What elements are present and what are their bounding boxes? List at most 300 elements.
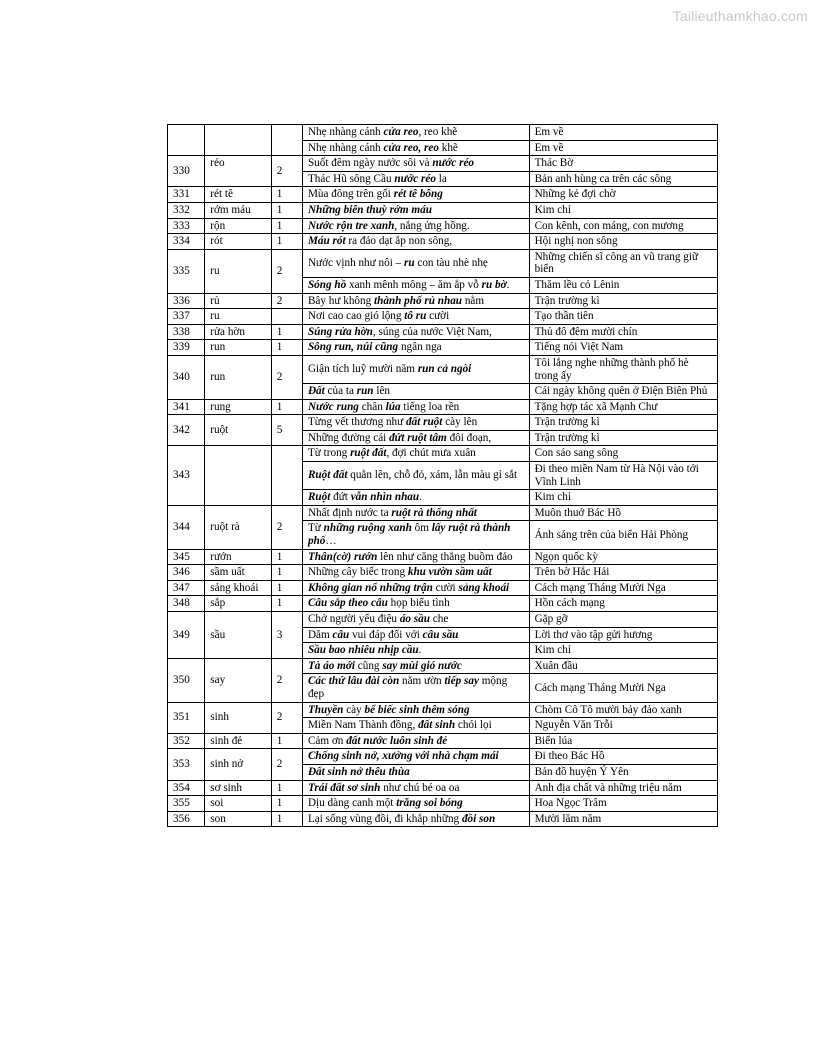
example-text: đôi đoạn, [446,431,492,444]
example-line [302,202,529,218]
example-text: … [325,535,337,548]
source-poem: Hoa Ngọc Trâm [529,796,717,812]
key-phrase: Sông run, núi cũng [307,341,399,354]
example-text: chói lọi [455,719,492,732]
entry-number: 351 [168,702,205,733]
example-text: cũng [354,659,383,672]
key-phrase: thành phố rủ nhau [374,294,463,307]
example-text: , đợi chút mưa xuân [386,447,476,460]
key-phrase: run cả ngòi [417,363,472,376]
entry-count: 2 [271,658,302,702]
entry-word: rướn [205,549,271,565]
word-table [167,124,718,827]
source-poem: Tạo thần tiên [529,309,717,325]
key-phrase: Ruột [307,491,331,504]
key-phrase: nước réo [394,172,436,185]
key-phrase: cửa reo, reo [383,141,439,154]
key-phrase: Nước rung [307,400,359,413]
key-phrase: Những biên thuỳ rớm máu [307,203,432,216]
source-poem: Trên bờ Hắc Hải [529,565,717,581]
entry-word: rủ [205,293,271,309]
entry-count: 2 [271,505,302,549]
table-row [168,780,718,796]
table-row [168,234,718,250]
entry-count: 1 [271,340,302,356]
entry-word: ru [205,249,271,293]
entry-number: 345 [168,549,205,565]
example-text: Nước vịnh như nôi – [307,257,404,270]
entry-count: 2 [271,749,302,780]
key-phrase: nước réo [432,157,475,170]
entry-count: 1 [271,234,302,250]
key-phrase: Trái đất sơ sinh [307,781,381,794]
source-poem: Kim chỉ [529,490,717,506]
table-row [168,811,718,827]
example-line [302,674,529,702]
example-text: con tàu nhè nhẹ [414,257,488,270]
source-poem: Đi theo miền Nam từ Hà Nội vào tới Vĩnh Linh [529,462,717,490]
source-poem: Em về [529,140,717,156]
entry-number: 339 [168,340,205,356]
source-poem: Biển lúa [529,733,717,749]
example-text: ngân nga [398,341,442,354]
source-poem: Gặp gỡ [529,612,717,628]
entry-number: 335 [168,249,205,293]
source-poem: Hồn cách mạng [529,596,717,612]
key-phrase: lấy ruột rà thành phố [307,522,511,548]
key-phrase: khu vườn sầm uất [407,566,492,579]
example-text: tiếng loa rền [400,400,460,413]
entry-word: sinh [205,702,271,733]
example-text: nằm [462,294,485,307]
entry-count: 2 [271,702,302,733]
example-line [302,811,529,827]
table-row [168,658,718,674]
entry-number: 343 [168,446,205,505]
entry-number: 356 [168,811,205,827]
example-text: Nhẹ nhàng cánh [307,126,384,138]
source-poem: Hội nghị non sông [529,234,717,250]
entry-word: son [205,811,271,827]
entry-count [271,309,302,325]
entry-count: 1 [271,596,302,612]
key-phrase: ru bờ [481,278,507,291]
entry-number: 337 [168,309,205,325]
source-poem: Kim chỉ [529,202,717,218]
key-phrase: Câu sắp theo câu [307,597,388,610]
entry-word: sinh nở [205,749,271,780]
example-line [302,549,529,565]
entry-word [205,125,271,156]
example-text: như chú bé oa oa [380,781,460,794]
example-line [302,384,529,400]
source-poem: Trận trường kì [529,293,717,309]
entry-count: 1 [271,549,302,565]
entry-count: 2 [271,293,302,309]
entry-number: 332 [168,202,205,218]
example-text: cày [343,703,365,716]
example-text: Từ trong [307,447,351,460]
key-phrase: Không gian nổ những trận [307,581,433,594]
key-phrase: đất ruột [406,416,443,429]
entry-word: réo [205,156,271,187]
example-text: Lại sống vùng đồi, đi khắp những [307,812,462,825]
example-text: lên như căng thẳng buồm đảo [377,550,513,563]
entry-word: say [205,658,271,702]
example-text: Giận tích luỹ mười năm [307,363,418,376]
example-text: quằn lên, chỗ đỏ, xám, lẫn màu gỉ sắt [347,469,518,482]
entry-number [168,125,205,156]
source-poem: Chòm Cô Tô mười bảy đảo xanh [529,702,717,718]
example-text: Miền Nam Thành đồng, [307,719,419,732]
source-poem: Tôi lắng nghe những thành phố hè trong ấy [529,355,717,383]
source-poem: Thăm lều cỏ Lênin [529,277,717,293]
example-text: , nắng ửng hồng. [394,219,470,232]
example-line [302,234,529,250]
example-text: che [429,613,449,625]
entry-count: 1 [271,796,302,812]
entry-word: sắp [205,596,271,612]
key-phrase: cửa reo [383,126,419,138]
entry-count: 1 [271,580,302,596]
key-phrase: Đất sinh nở thêu thùa [307,765,410,778]
example-text: cười [426,310,450,323]
example-text: Bây hư không [307,294,374,307]
entry-number: 336 [168,293,205,309]
table-row [168,565,718,581]
example-line [302,749,529,765]
example-text: khẽ [438,141,458,154]
entry-count: 2 [271,249,302,293]
key-phrase: câu [332,628,350,641]
source-poem: Thác Bờ [529,156,717,172]
entry-word: soi [205,796,271,812]
key-phrase: Thân(cờ) rướn [307,550,378,563]
example-line [302,565,529,581]
table-row [168,505,718,521]
entry-count: 1 [271,399,302,415]
table-row [168,580,718,596]
example-line [302,612,529,628]
table-row [168,749,718,765]
example-line [302,718,529,734]
entry-word: sảng khoái [205,580,271,596]
entry-word: rét tê [205,187,271,203]
example-text: lên [373,385,391,398]
key-phrase: đất nước luôn sinh đẻ [346,734,448,747]
entry-count: 1 [271,324,302,340]
source-poem: Nguyễn Văn Trỗi [529,718,717,734]
key-phrase: run [356,385,374,398]
source-poem: Trận trường kì [529,415,717,431]
example-line [302,643,529,659]
table-row [168,612,718,628]
entry-number: 341 [168,399,205,415]
example-text: xanh mênh mông – ăm ắp vỗ [346,278,482,291]
entry-number: 330 [168,156,205,187]
entry-count [271,125,302,156]
table-row [168,702,718,718]
table-row [168,324,718,340]
source-poem: Trận trường kì [529,430,717,446]
source-poem: Cách mạng Tháng Mười Nga [529,674,717,702]
watermark: Tailieuthamkhao.com [672,8,808,24]
key-phrase: say mùi gió nước [382,659,462,672]
example-line [302,125,529,141]
key-phrase: ru [404,257,415,270]
entry-count: 1 [271,733,302,749]
source-poem: Đi theo Bác Hồ [529,749,717,765]
table-row [168,202,718,218]
key-phrase: Nước rộn tre xanh [307,219,395,232]
key-phrase: sảng khoái [458,581,510,594]
example-text: Nhất định nước ta [307,506,392,519]
example-text: Dăm [307,628,333,641]
example-text: Những đường cái [307,431,390,444]
example-line [302,658,529,674]
example-text: , reo khẽ [418,126,458,138]
key-phrase: đứt ruột tâm [389,431,447,444]
entry-word: rung [205,399,271,415]
key-phrase: ruột rà thống nhất [391,506,477,519]
table-row [168,249,718,277]
key-phrase: Tà áo mới [307,659,355,672]
example-text: Từng vết thương như [307,416,407,429]
example-text: vui đáp đối với [349,628,423,641]
example-text: nằm ườn [399,675,445,688]
key-phrase: đồi son [461,812,496,825]
word-table-body [168,125,718,827]
example-text: cày lên [442,416,478,429]
key-phrase: lúa [385,400,401,413]
example-text: Dịu dàng canh một [307,797,397,810]
key-phrase: Đất [307,385,325,398]
entry-count: 1 [271,187,302,203]
table-row [168,340,718,356]
entry-word: ru [205,309,271,325]
entry-count: 1 [271,202,302,218]
entry-word: ruột rà [205,505,271,549]
example-line [302,156,529,172]
example-text: Nơi cao cao gió lộng [307,310,405,323]
entry-number: 342 [168,415,205,446]
example-text: Mùa đông trên gối [307,188,394,201]
example-text: . [506,278,510,291]
source-poem: Lời thơ vào tập gửi hương [529,627,717,643]
entry-count: 1 [271,811,302,827]
entry-number: 350 [168,658,205,702]
example-text: họp biểu tình [387,597,450,610]
entry-word: sầm uất [205,565,271,581]
key-phrase: Sầu bao nhiêu nhịp cầu [307,644,419,657]
entry-count: 3 [271,612,302,659]
entry-number: 334 [168,234,205,250]
key-phrase: Máu rót [307,235,346,248]
example-line [302,293,529,309]
entry-word: rửa hờn [205,324,271,340]
key-phrase: Thuyền [307,703,344,716]
source-poem: Cách mạng Tháng Mười Nga [529,580,717,596]
example-text: Thác Hũ sông Cầu [307,172,395,185]
example-text: mộng đẹp [307,675,508,700]
example-text: chân [358,400,386,413]
entry-number: 344 [168,505,205,549]
example-line [302,462,529,490]
example-line [302,140,529,156]
entry-number: 347 [168,580,205,596]
source-poem: Ngọn quốc kỳ [529,549,717,565]
table-row [168,125,718,141]
entry-number: 355 [168,796,205,812]
key-phrase: Các thứ lâu đài còn [307,675,400,688]
entry-word: sinh đẻ [205,733,271,749]
source-poem: Bản đồ huyện Ý Yên [529,764,717,780]
example-text: Những cây biếc trong [307,566,408,579]
key-phrase: bể biếc sinh thêm sóng [364,703,470,716]
entry-number: 340 [168,355,205,399]
source-poem: Xuân đầu [529,658,717,674]
entry-number: 353 [168,749,205,780]
entry-number: 346 [168,565,205,581]
example-line [302,490,529,506]
key-phrase: ruột đất [350,447,387,460]
key-phrase: tô ru [404,310,427,323]
key-phrase: Sóng hồ [307,278,347,291]
example-line [302,430,529,446]
table-row [168,218,718,234]
key-phrase: câu sầu [422,628,459,641]
example-text: Chở người yếu điệu [307,613,400,625]
example-line [302,399,529,415]
example-text: Suốt đêm ngày nước sôi và [307,157,433,170]
source-poem: Những chiến sĩ công an vũ trang giữ biển [529,249,717,277]
example-line [302,324,529,340]
entry-number: 348 [168,596,205,612]
entry-number: 354 [168,780,205,796]
example-line [302,521,529,549]
entry-count: 2 [271,156,302,187]
source-poem: Anh địa chất và những triệu năm [529,780,717,796]
example-text: Từ [307,522,324,535]
table-row [168,733,718,749]
example-text: la [435,172,447,185]
entry-word: ruột [205,415,271,446]
entry-number: 333 [168,218,205,234]
table-row [168,415,718,431]
table-row [168,156,718,172]
source-poem: Con sáo sang sông [529,446,717,462]
key-phrase: Súng rửa hờn [307,325,373,338]
source-poem: Kim chỉ [529,643,717,659]
entry-word: sầu [205,612,271,659]
source-poem: Ánh sáng trên của biển Hải Phòng [529,521,717,549]
example-line [302,171,529,187]
example-text: , súng của nước Việt Nam, [372,325,492,338]
entry-word: sơ sinh [205,780,271,796]
example-line [302,446,529,462]
table-row [168,446,718,462]
source-poem: Tặng hợp tác xã Mạnh Chư [529,399,717,415]
table-row [168,549,718,565]
example-line [302,415,529,431]
example-line [302,580,529,596]
example-text: ôm [411,522,432,535]
key-phrase: áo sầu [399,613,430,625]
source-poem: Cái ngày không quên ở Điện Biên Phủ [529,384,717,400]
entry-word: rót [205,234,271,250]
entry-count: 2 [271,355,302,399]
example-line [302,277,529,293]
key-phrase: rét tê bông [393,188,443,201]
example-line [302,596,529,612]
entry-count: 1 [271,780,302,796]
example-line [302,733,529,749]
example-line [302,796,529,812]
example-text: . [419,491,422,504]
source-poem: Muôn thuở Bác Hồ [529,505,717,521]
example-line [302,187,529,203]
example-line [302,702,529,718]
example-text: . [418,644,422,657]
source-poem: Mười lăm năm [529,811,717,827]
entry-number: 349 [168,612,205,659]
entry-number: 331 [168,187,205,203]
table-row [168,293,718,309]
table-row [168,796,718,812]
example-line [302,780,529,796]
entry-word: rộn [205,218,271,234]
entry-word [205,446,271,505]
source-poem: Tiếng nói Việt Nam [529,340,717,356]
example-text: đứt [330,491,351,504]
example-text: của ta [324,385,357,398]
entry-number: 338 [168,324,205,340]
key-phrase: Ruột đất [307,469,348,482]
table-row [168,187,718,203]
example-line [302,249,529,277]
example-line [302,309,529,325]
entry-count: 1 [271,218,302,234]
key-phrase: những ruộng xanh [323,522,412,535]
table-row [168,355,718,383]
example-text: cười [432,581,459,594]
entry-word: rớm máu [205,202,271,218]
key-phrase: tiếp say [444,675,479,688]
example-text: Nhẹ nhàng cánh [307,141,384,154]
source-poem: Con kênh, con máng, con mương [529,218,717,234]
entry-word: run [205,340,271,356]
source-poem: Những kẻ đợi chờ [529,187,717,203]
example-line [302,764,529,780]
example-line [302,355,529,383]
entry-number: 352 [168,733,205,749]
example-text: Cảm ơn [307,734,347,747]
example-line [302,627,529,643]
source-poem: Thủ đô đêm mười chín [529,324,717,340]
table-row [168,309,718,325]
entry-count: 1 [271,565,302,581]
example-text: ra đảo dạt ắp non sông, [345,235,453,248]
entry-count [271,446,302,505]
table-row [168,399,718,415]
key-phrase: trăng soi bóng [396,797,463,810]
example-line [302,218,529,234]
example-line [302,505,529,521]
key-phrase: đất sinh [418,719,456,732]
example-line [302,340,529,356]
key-phrase: vẫn nhìn nhau [350,491,420,504]
key-phrase: Chống sinh nở, xưởng với nhà chạm mái [307,750,499,763]
